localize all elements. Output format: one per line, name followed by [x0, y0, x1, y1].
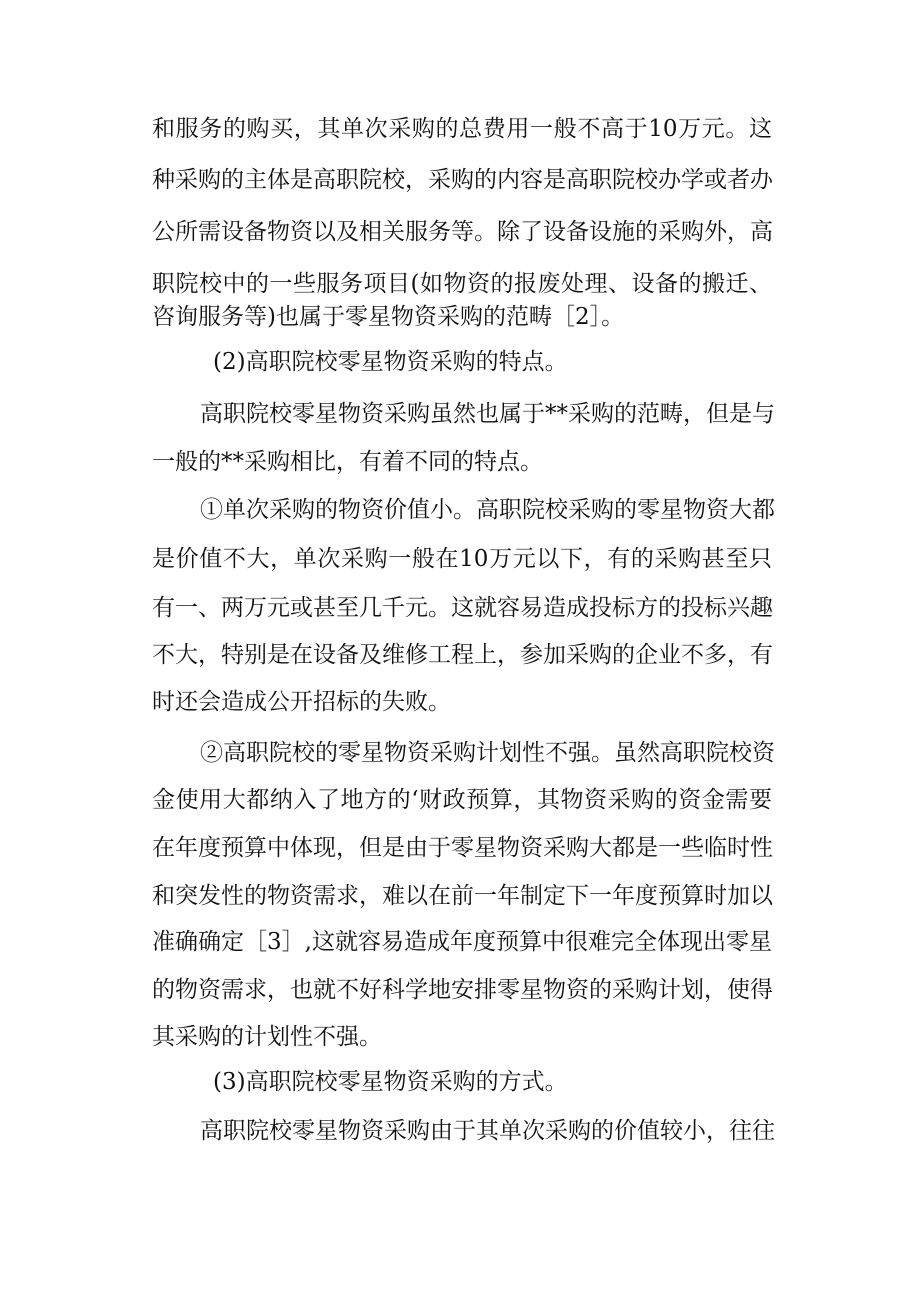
paragraph-4-line-7: 其采购的计划性不强。 [152, 1024, 382, 1050]
paragraph-4-line-4: 和突发性的物资需求，难以在前一年制定下一年度预算时加以 [152, 883, 773, 909]
section-heading-3: (3)高职院校零星物资采购的方式。 [213, 1069, 568, 1095]
paragraph-1-line-4: 职院校中的一些服务项目(如物资的报废处理、设备的搬迁、 [152, 271, 772, 297]
paragraph-1-line-3: 公所需设备物资以及相关服务等。除了设备设施的采购外，高 [152, 219, 773, 245]
paragraph-4-line-1: ②高职院校的零星物资采购计划性不强。虽然高职院校资 [200, 740, 775, 766]
paragraph-4-line-6: 的物资需求，也就不好科学地安排零星物资的采购计划，使得 [152, 977, 773, 1003]
paragraph-4-line-3: 在年度预算中体现，但是由于零星物资采购大都是一些临时性 [152, 835, 773, 861]
paragraph-1-line-1: 和服务的购买，其单次采购的总费用一般不高于10万元。这 [152, 116, 772, 142]
paragraph-4-line-5: 准确确定［3］,这就容易造成年度预算中很难完全体现出零星 [152, 929, 772, 955]
section-heading-2: (2)高职院校零星物资采购的特点。 [213, 349, 568, 375]
paragraph-3-line-1: ①单次采购的物资价值小。高职院校采购的零星物资大都 [200, 497, 775, 523]
paragraph-5-line-1: 高职院校零星物资采购由于其单次采购的价值较小，往往 [200, 1118, 775, 1144]
paragraph-4-line-2: 金使用大都纳入了地方的‘财政预算，其物资采购的资金需要 [152, 787, 772, 813]
paragraph-2-line-2: 一般的**采购相比，有着不同的特点。 [152, 449, 543, 475]
paragraph-1-line-2: 种采购的主体是高职院校，采购的内容是高职院校办学或者办 [152, 167, 773, 193]
paragraph-3-line-2: 是价值不大，单次采购一般在10万元以下，有的采购甚至只 [152, 546, 772, 572]
paragraph-3-line-3: 有一、两万元或甚至几千元。这就容易造成投标方的投标兴趣 [152, 595, 773, 621]
paragraph-2-line-1: 高职院校零星物资采购虽然也属于**采购的范畴，但是与 [200, 401, 775, 427]
paragraph-3-line-5: 时还会造成公开招标的失败。 [152, 689, 451, 715]
paragraph-3-line-4: 不大，特别是在设备及维修工程上，参加采购的企业不多，有 [152, 642, 773, 668]
paragraph-1-line-5: 咨询服务等)也属于零星物资采购的范畴［2］。 [152, 304, 625, 330]
